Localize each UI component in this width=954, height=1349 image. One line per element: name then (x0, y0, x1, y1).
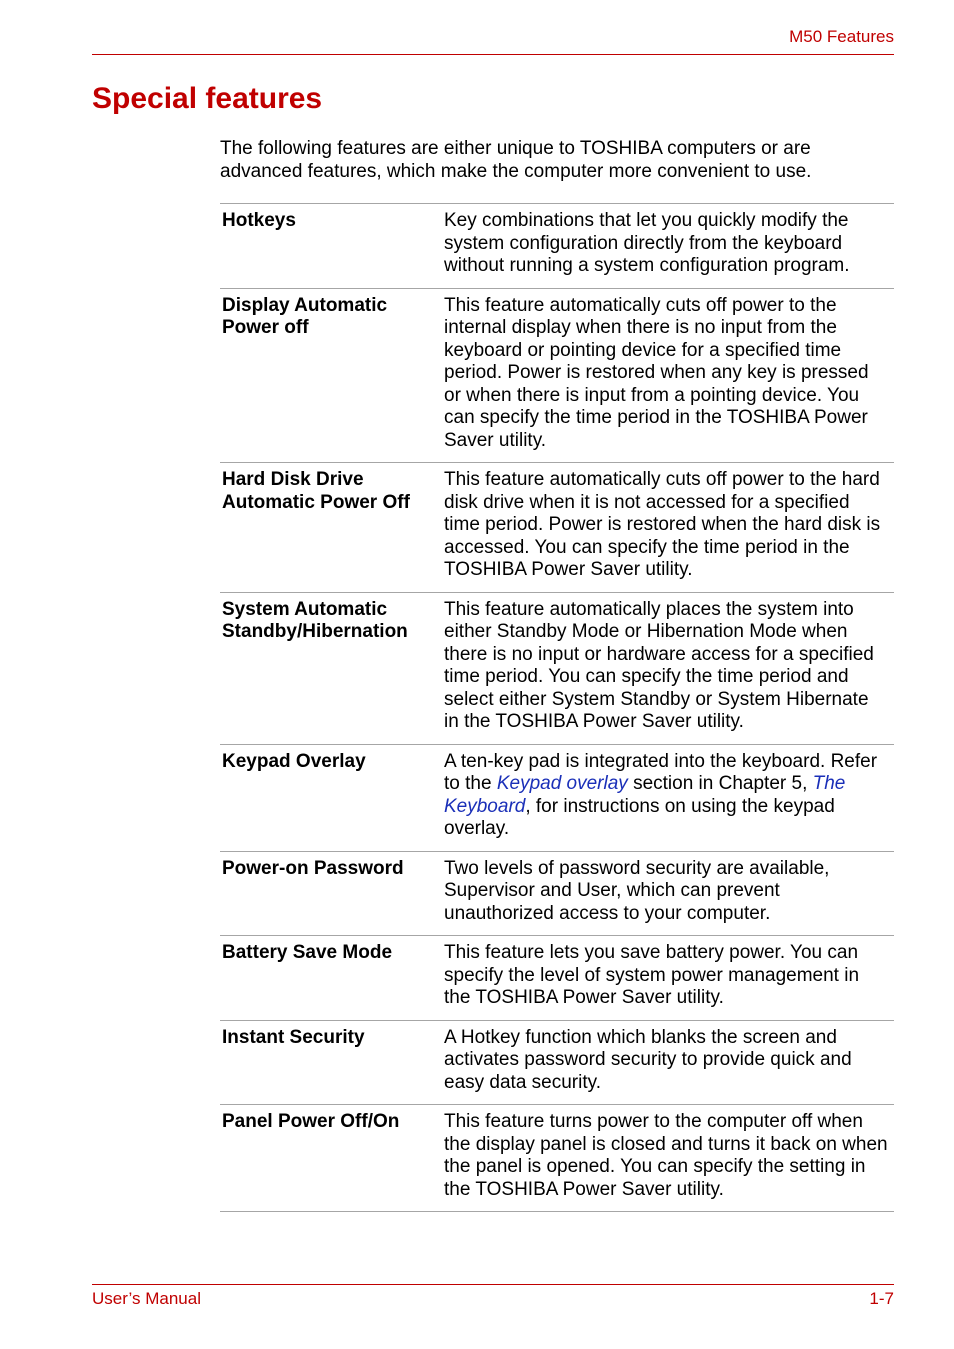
feature-desc: This feature automatically cuts off power to the internal display when there is no input from the keyboard or pointing device for a specified time period. Power is restored when any key is pressed or when there is input from a pointing device. You can specify the time period in the TOSHIBA Power Saver utility. (444, 294, 869, 451)
feature-row-panel-power (220, 1105, 894, 1212)
feature-row-power-on-password (220, 852, 894, 937)
feature-desc: This feature automatically places the system into either Standby Mode or Hibernation Mode when there is no input or hardware access for a specified time period. You can specify the time period and select either System Standby or System Hibernate in the TOSHIBA Power Saver utility. (444, 598, 874, 732)
feature-desc: This feature lets you save battery power. You can specify the level of system power management in the TOSHIBA Power Saver utility. (444, 942, 860, 1008)
the-keyboard-link[interactable]: The Keyboard (444, 773, 846, 817)
feature-desc: This feature automatically cuts off power to the hard disk drive when it is not accessed for a specified time period. Power is restored when the hard disk is accessed. You can specify the time period in the TOSHIBA Power Saver utility. (444, 469, 881, 580)
feature-desc: A Hotkey function which blanks the screen and activates password security to provide quick and easy data security. (444, 1026, 852, 1093)
desc-text: section in Chapter 5, (627, 773, 813, 794)
intro-paragraph: The following features are either unique to TOSHIBA computers or are advanced features, which make the computer more convenient to use. (220, 138, 812, 182)
feature-name: Power-on Password (222, 857, 404, 879)
footer-rule (92, 1284, 894, 1285)
feature-name: Instant Security (222, 1026, 365, 1048)
feature-row-hotkeys (220, 204, 894, 289)
desc-text: , for instructions on using the keypad overlay. (444, 795, 835, 839)
feature-desc: This feature turns power to the computer off when the display panel is closed and turns it back on when the panel is opened. You can specify the setting in the TOSHIBA Power Saver utility. (444, 1111, 888, 1200)
feature-table (220, 203, 894, 1212)
feature-name: Hard Disk Drive Automatic Power Off (222, 469, 410, 513)
feature-row-standby-hibernation (220, 593, 894, 745)
header-rule (92, 54, 894, 55)
desc-text: A ten-key pad is integrated into the keyboard. Refer to the (444, 750, 878, 794)
feature-row-instant-security (220, 1021, 894, 1106)
feature-row-battery-save-mode (220, 936, 894, 1021)
feature-row-display-power-off (220, 289, 894, 464)
page-title: Special features (92, 82, 323, 115)
feature-desc: Key combinations that let you quickly modify the system configuration directly from the keyboard without running a system configuration program. (444, 210, 850, 276)
footer-manual-title: User’s Manual (92, 1289, 201, 1308)
running-header: M50 Features (789, 27, 894, 46)
feature-name: Display Automatic Power off (222, 294, 388, 338)
feature-row-hdd-power-off (220, 463, 894, 593)
feature-name: Panel Power Off/On (222, 1111, 400, 1132)
feature-name: Hotkeys (222, 210, 296, 231)
keypad-overlay-link[interactable]: Keypad overlay (496, 773, 628, 794)
feature-name: System Automatic Standby/Hibernation (222, 598, 408, 642)
page-number: 1-7 (869, 1289, 894, 1308)
feature-row-keypad-overlay (220, 745, 894, 852)
feature-name: Battery Save Mode (222, 942, 393, 963)
feature-desc (444, 751, 894, 841)
feature-desc: Two levels of password security are available, Supervisor and User, which can prevent unauthorized access to your computer. (444, 857, 830, 924)
feature-name: Keypad Overlay (222, 750, 366, 772)
